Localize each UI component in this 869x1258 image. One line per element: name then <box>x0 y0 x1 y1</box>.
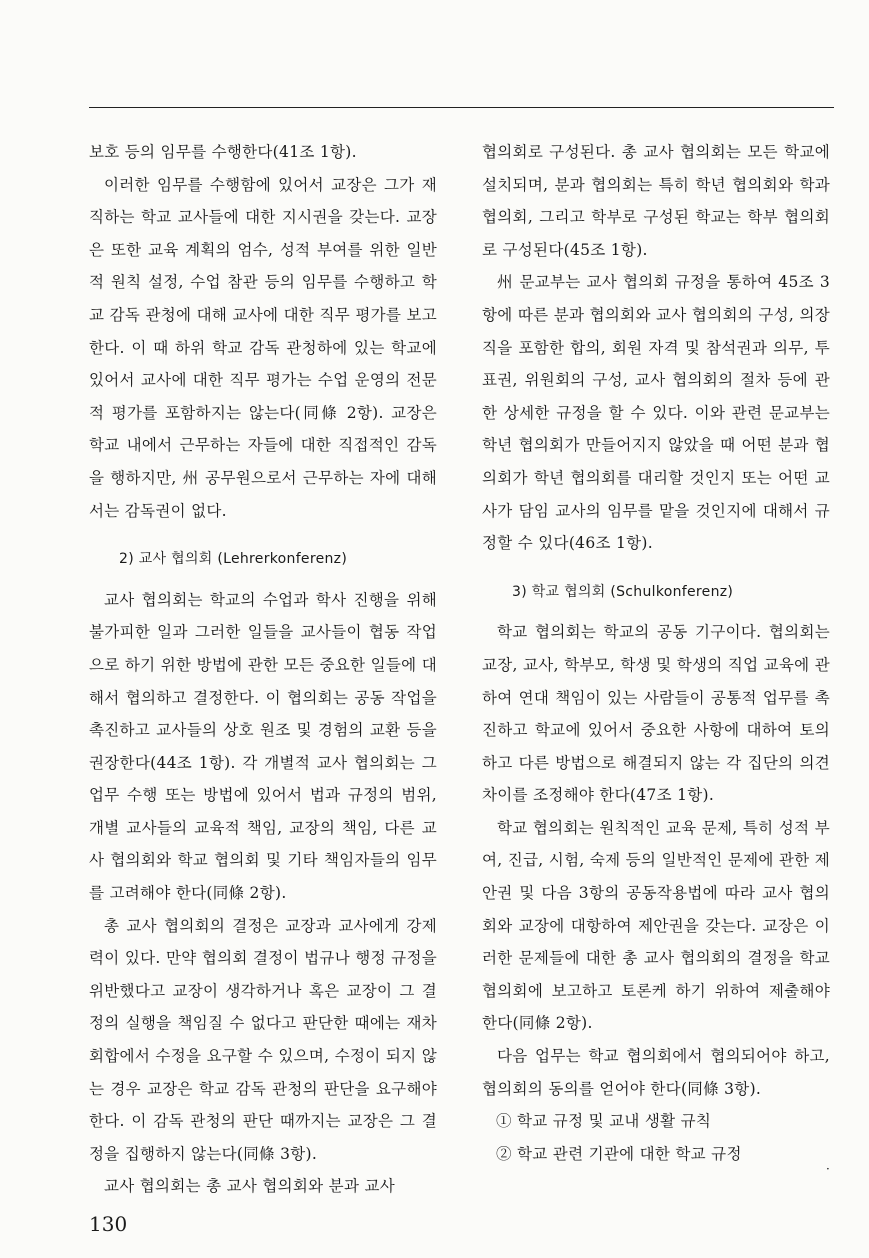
paragraph: 이러한 임무를 수행함에 있어서 교장은 그가 재직하는 학교 교사들에 대한 지시권을 갖는다. 교장은 또한 교육 계획의 엄수, 성적 부여를 위한 일반적 원칙 설정, 수업 참관 등의 임무를 수행하고 학교 감독 관청에 대해 교사에 대한 직무 평가를 보고한다. 이 때 하위 학교 감독 관청하에 있는 학교에 있어서 교사에 대한 직무 평가는 수업 운영의 전문적 평가를 포함하지는 않는다(同條 2항). 교장은 학교 내에서 근무하는 자들에 대한 직접적인 감독을 행하지만, 州 공무원으로서 근무하는 자에 대해서는 감독권이 없다. <box>89 175 437 520</box>
paragraph: 다음 업무는 학교 협의회에서 협의되어야 하고, 협의회의 동의를 얻어야 한다(同條 3항). <box>482 1047 830 1098</box>
page-number: 130 <box>89 1212 128 1236</box>
list-item: ① 학교 규정 및 교내 생활 규칙 <box>496 1112 712 1131</box>
list-item: ② 학교 관련 기관에 대한 학교 규정 <box>496 1144 742 1163</box>
right-column <box>482 136 830 1170</box>
paragraph: 학교 협의회는 원칙적인 교육 문제, 특히 성적 부여, 진급, 시험, 숙제 등의 일반적인 문제에 관한 제안권 및 다음 3항의 공동작용법에 따라 교사 협의회와 교장에 대항하여 제안권을 갖는다. 교장은 이러한 문제들에 대한 총 교사 협의회의 결정을 학교 협의회에 보고하고 토론케 하기 위하여 제출해야 한다(同條 2항). <box>482 818 830 1033</box>
stray-mark: · <box>826 1162 830 1176</box>
left-column <box>89 136 437 1203</box>
paragraph: 州 문교부는 교사 협의회 규정을 통하여 45조 3항에 따른 분과 협의회와 교사 협의회의 구성, 의장직을 포함한 합의, 회원 자격 및 참석권과 의무, 투표권, 위원회의 구성, 교사 협의회의 절차 등에 관한 상세한 규정을 할 수 있다. 이와 관련 문교부는 학년 협의회가 만들어지지 않았을 때 어떤 분과 협의회가 학년 협의회를 대리할 것인지 또는 어떤 교사가 담임 교사의 임무를 맡을 것인지에 대해서 규정할 수 있다(46조 1항). <box>482 273 830 553</box>
paragraph: 총 교사 협의회의 결정은 교장과 교사에게 강제력이 있다. 만약 협의회 결정이 법규나 행정 규정을 위반했다고 교장이 생각하거나 혹은 교장이 그 결정의 실행을 책임질 수 없다고 판단한 때에는 재차 회합에서 수정을 요구할 수 있으며, 수정이 되지 않는 경우 교장은 학교 감독 관청의 판단을 요구해야 한다. 이 감독 관청의 판단 때까지는 교장은 그 결정을 집행하지 않는다(同條 3항). <box>89 916 437 1163</box>
paragraph: 학교 협의회는 학교의 공동 기구이다. 협의회는 교장, 교사, 학부모, 학생 및 학생의 직업 교육에 관하여 연대 책임이 있는 사람들이 공통적 업무를 촉진하고 학교에 있어서 중요한 사항에 대하여 토의하고 다른 방법으로 해결되지 않는 각 집단의 의견 차이를 조정해야 한다(47조 1항). <box>482 623 830 805</box>
section-heading-teacher-conference: 2) 교사 협의회 (Lehrerkonferenz) <box>119 551 348 568</box>
paragraph: 교사 협의회는 총 교사 협의회와 분과 교사 <box>104 1177 396 1196</box>
paragraph: 협의회로 구성된다. 총 교사 협의회는 모든 학교에 설치되며, 분과 협의회는 특히 학년 협의회와 학과 협의회, 그리고 학부로 구성된 학교는 학부 협의회로 구성된다(45조 1항). <box>482 143 830 259</box>
section-heading-school-conference: 3) 학교 협의회 (Schulkonferenz) <box>512 583 734 600</box>
header-rule <box>89 107 834 108</box>
paragraph: 보호 등의 임무를 수행한다(41조 1항). <box>89 143 357 161</box>
paragraph: 교사 협의회는 학교의 수업과 학사 진행을 위해 불가피한 일과 그러한 일들을 교사들이 협동 작업으로 하기 위한 방법에 관한 모든 중요한 일들에 대해서 협의하고 결정한다. 이 협의회는 공동 작업을 촉진하고 교사들의 상호 원조 및 경험의 교환 등을 권장한다(44조 1항). 각 개별적 교사 협의회는 그 업무 수행 또는 방법에 있어서 법과 규정의 범위, 개별 교사들의 교육적 책임, 교장의 책임, 다른 교사 협의회와 학교 협의회 및 기타 책임자들의 임무를 고려해야 한다(同條 2항). <box>89 590 437 903</box>
